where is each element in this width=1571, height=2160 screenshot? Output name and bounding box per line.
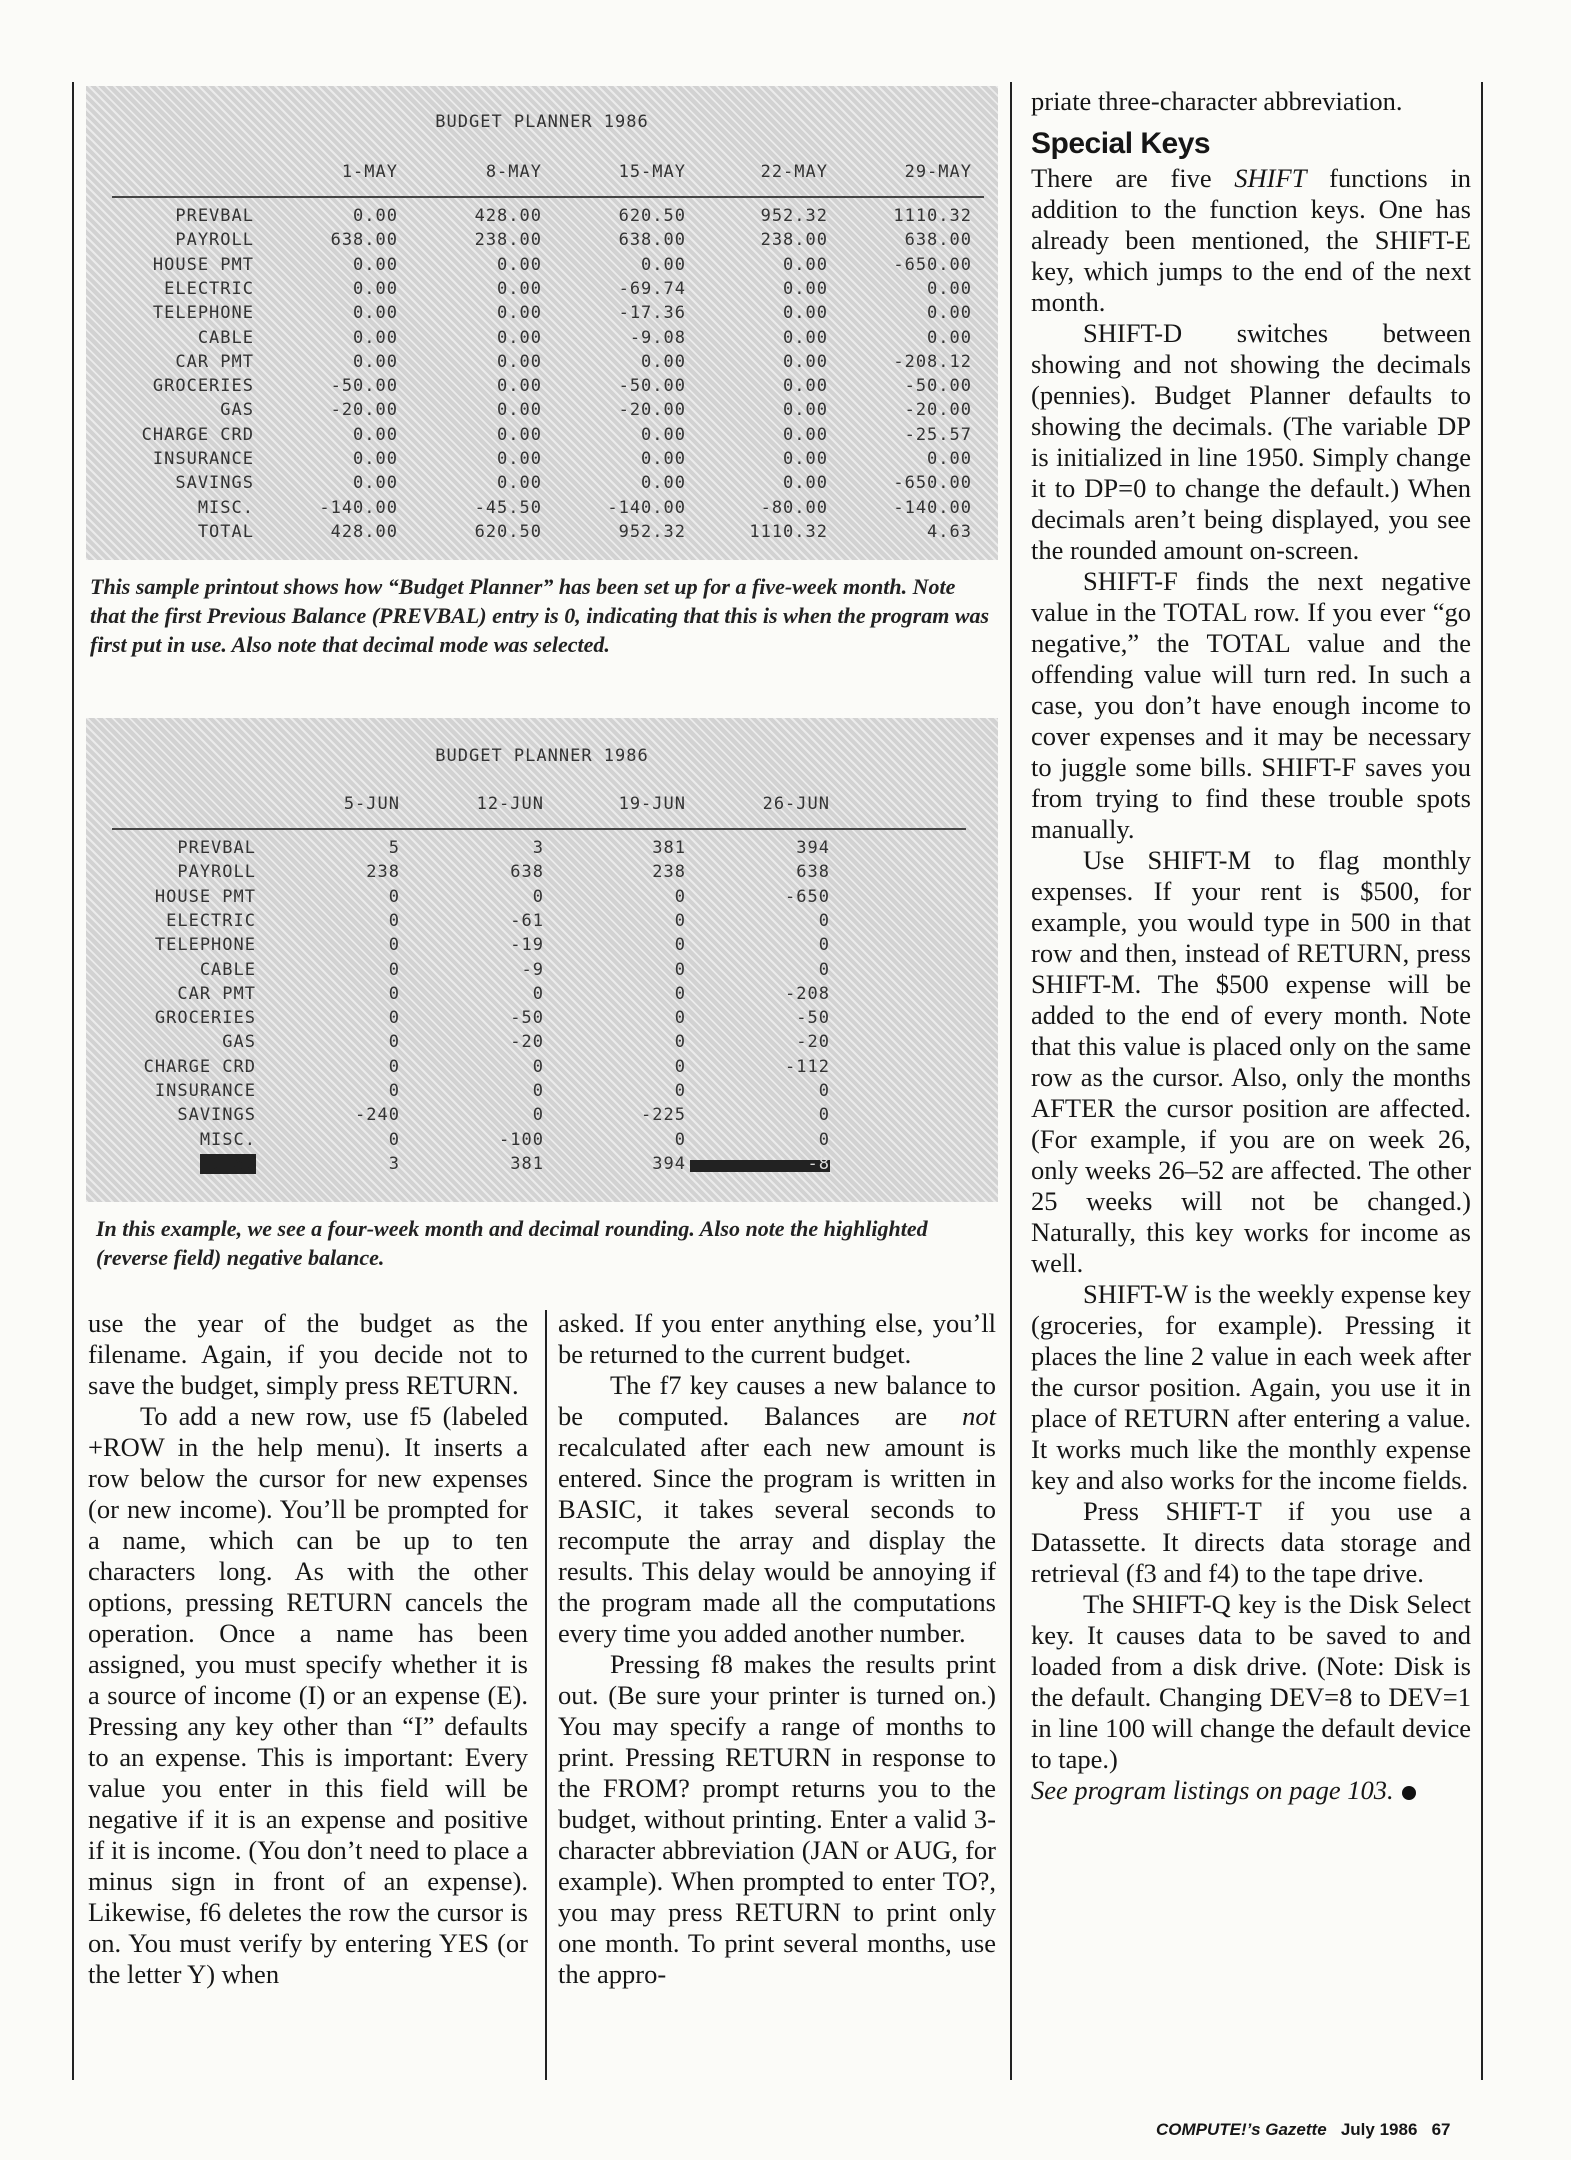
paragraph: use the year of the budget as the filename. Again, if you decide not to save the budget, simply press RETURN. xyxy=(88,1308,528,1400)
printout-row xyxy=(86,400,998,424)
value-cell: 952.32 xyxy=(760,206,828,226)
value-cell: 0.00 xyxy=(497,327,542,348)
printout-row xyxy=(86,887,998,911)
value-cell: -650.00 xyxy=(893,254,972,275)
value-cell: 0.00 xyxy=(783,449,828,469)
printout-row xyxy=(86,230,998,254)
value-cell: 381 xyxy=(652,838,686,858)
value-cell: 0.00 xyxy=(783,400,828,421)
column-right xyxy=(1031,86,1471,1806)
printout-row xyxy=(86,1008,998,1032)
footer-issue: July 1986 xyxy=(1340,2120,1418,2139)
value-cell: -20.00 xyxy=(904,400,972,421)
value-cell: 0 xyxy=(674,1032,686,1053)
week-header: 12-JUN xyxy=(476,794,544,814)
paragraph xyxy=(1031,163,1471,318)
see-listing-text: See program listings on page 103. xyxy=(1031,1775,1394,1805)
row-label: GROCERIES xyxy=(154,1008,256,1029)
value-cell: 0 xyxy=(388,1008,400,1029)
paragraph: SHIFT-D switches between showing and not showing the decimals (pennies). Budget Planner defaults to showing the decimals. (The variable DP is initialized in line 1950. Simply change it to DP=0 to change the default.) When decimals aren’t being displayed, you see the rounded amount on-screen. xyxy=(1031,318,1471,565)
value-cell: 3 xyxy=(388,1153,400,1174)
value-cell: -17.36 xyxy=(618,303,686,324)
printout-row xyxy=(86,1081,998,1105)
value-cell: 0 xyxy=(532,983,544,1004)
value-cell: 0 xyxy=(818,1105,830,1126)
printout-jun xyxy=(86,718,998,1202)
value-cell: 0 xyxy=(674,886,686,907)
printout-row xyxy=(86,498,998,522)
paragraph: To add a new row, use f5 (labeled +ROW in the help menu). It inserts a row below the cursor for new expenses (or new income). You’ll be prompted for a name, which can be up to ten characters long. As with the other options, pressing RETURN cancels the operation. Once a name has been assigned, you must specify whether it is a source of income (I) or an expense (E). Pressing any key other than “I” defaults to an expense. This is important: Every value you enter in this field will be negative if it is an expense and positive if it is income. (You don’t need to place a minus sign in front of an expense). Likewise, f6 deletes the row the cursor is on. You must verify by entering YES (or the letter Y) when xyxy=(88,1401,528,1989)
value-cell: 952.32 xyxy=(618,521,686,542)
value-cell: 0 xyxy=(674,959,686,980)
printout-row xyxy=(86,303,998,327)
value-cell: 4.63 xyxy=(927,521,972,542)
row-label: CABLE xyxy=(197,327,254,348)
value-cell: -50.00 xyxy=(330,376,398,397)
value-cell: 0.00 xyxy=(497,376,542,397)
printout-row xyxy=(86,1130,998,1154)
value-cell: -9.08 xyxy=(629,327,686,348)
value-cell: 0 xyxy=(818,959,830,980)
row-label: TELEPHONE xyxy=(152,303,254,324)
value-cell: 0.00 xyxy=(497,303,542,324)
printout-jun-caption: In this example, we see a four-week month and decimal rounding. Also note the highlighted (reverse field) negative balance. xyxy=(96,1216,928,1270)
value-cell: -25.57 xyxy=(904,424,972,445)
printout-row xyxy=(86,862,998,886)
value-cell: 0.00 xyxy=(783,424,828,445)
row-label: HOUSE PMT xyxy=(152,254,254,275)
value-cell: -9 xyxy=(521,959,544,980)
value-cell: 0.00 xyxy=(783,473,828,494)
text-run: There are five xyxy=(1031,163,1235,193)
paragraph: SHIFT-F finds the next negative value in the TOTAL row. If you ever “go negative,” the TOTAL value and the offending value will turn red. In such a case, you don’t have enough income to cover expenses and it may be necessary to juggle some bills. SHIFT-F saves you from trying to find these trouble spots manually. xyxy=(1031,566,1471,844)
value-cell: 394 xyxy=(796,838,830,858)
value-cell: 0.00 xyxy=(353,278,398,299)
value-cell: 1110.32 xyxy=(893,206,972,226)
printout-row xyxy=(86,1057,998,1081)
value-cell: -240 xyxy=(355,1105,400,1126)
week-header: 26-JUN xyxy=(762,794,830,814)
week-header: 1-MAY xyxy=(341,162,398,182)
value-cell: 0 xyxy=(388,910,400,931)
value-cell: 0 xyxy=(532,886,544,907)
left-margin-rule xyxy=(72,82,74,2080)
value-cell: 0 xyxy=(674,1056,686,1077)
value-cell: -225 xyxy=(641,1105,686,1126)
program-listing-note xyxy=(1031,1775,1471,1806)
value-cell: 0.00 xyxy=(497,424,542,445)
page-footer xyxy=(1156,2120,1451,2140)
value-cell: 0.00 xyxy=(353,351,398,372)
value-cell: 0.00 xyxy=(783,351,828,372)
value-cell: 0.00 xyxy=(641,473,686,494)
column-middle xyxy=(558,1308,996,1990)
value-cell: 3 xyxy=(532,838,544,858)
value-cell: -140.00 xyxy=(319,497,398,518)
emphasis: not xyxy=(962,1401,996,1431)
value-cell: 0 xyxy=(818,1129,830,1150)
printout-row xyxy=(86,376,998,400)
value-cell: 0.00 xyxy=(783,254,828,275)
value-cell: 0.00 xyxy=(783,376,828,397)
value-cell: 5 xyxy=(388,838,400,858)
value-cell: 0.00 xyxy=(353,254,398,275)
value-cell: 0 xyxy=(674,1129,686,1150)
value-cell: 0.00 xyxy=(783,327,828,348)
row-label: ELECTRIC xyxy=(166,910,256,931)
column-rule-top-right xyxy=(1010,82,1012,2080)
value-cell: 428.00 xyxy=(330,521,398,542)
value-cell: -650.00 xyxy=(893,473,972,494)
value-cell: -208 xyxy=(785,983,830,1004)
value-cell: 0 xyxy=(388,983,400,1004)
value-cell: 0.00 xyxy=(783,278,828,299)
value-cell: -50.00 xyxy=(618,376,686,397)
printout-row xyxy=(86,206,998,230)
column-rule-right-edge xyxy=(1481,82,1483,2080)
end-bullet-icon xyxy=(1402,1786,1416,1800)
value-cell: 638.00 xyxy=(904,230,972,251)
printout-row xyxy=(86,425,998,449)
value-cell: 0.00 xyxy=(353,473,398,494)
value-cell: 0.00 xyxy=(783,303,828,324)
row-label: TOTAL xyxy=(199,1153,256,1174)
row-label: SAVINGS xyxy=(177,1105,256,1126)
value-cell: 0.00 xyxy=(353,327,398,348)
printout-row xyxy=(86,255,998,279)
value-cell: 0 xyxy=(388,1032,400,1053)
week-header: 8-MAY xyxy=(485,162,542,182)
value-cell: 0 xyxy=(532,1056,544,1077)
row-label: GROCERIES xyxy=(152,376,254,397)
value-cell: 638 xyxy=(796,862,830,883)
value-cell: 0 xyxy=(388,935,400,956)
value-cell: 0 xyxy=(674,983,686,1004)
value-cell: 0.00 xyxy=(353,424,398,445)
text-run: functions in addition to the function keys. One has already been mentioned, the SHIFT-E key, which jumps to the end of the next month. xyxy=(1031,163,1471,317)
value-cell: -140.00 xyxy=(607,497,686,518)
printout-row xyxy=(86,935,998,959)
value-cell: 620.50 xyxy=(618,206,686,226)
row-label: CHARGE CRD xyxy=(143,1056,256,1077)
printout-row xyxy=(86,1154,998,1178)
value-cell: -20 xyxy=(510,1032,544,1053)
text-run: The f7 key causes a new balance to be computed. Balances are xyxy=(558,1370,996,1431)
printout-row xyxy=(86,960,998,984)
value-cell: 0.00 xyxy=(353,449,398,469)
emphasis: SHIFT xyxy=(1234,163,1307,193)
value-cell: 394 xyxy=(652,1153,686,1174)
value-cell: -100 xyxy=(499,1129,544,1150)
value-cell: 0 xyxy=(674,910,686,931)
row-label: GAS xyxy=(220,400,254,421)
paragraph: Pressing f8 makes the results print out. (Be sure your printer is turned on.) You may specify a range of months to print. Pressing RETURN in response to the FROM? prompt returns you to the budget, without printing. Enter a valid 3-character abbreviation (JAN or AUG, for example). When prompted to enter TO?, you may press RETURN to print only one month. To print several months, use the appro- xyxy=(558,1649,996,1989)
value-cell: 0 xyxy=(532,1105,544,1126)
printout-row xyxy=(86,984,998,1008)
value-cell: 0.00 xyxy=(497,400,542,421)
value-cell: 0.00 xyxy=(641,424,686,445)
value-cell: 638.00 xyxy=(330,230,398,251)
value-cell: 0 xyxy=(388,1081,400,1101)
value-cell: -61 xyxy=(510,910,544,931)
section-heading: Special Keys xyxy=(1031,127,1211,160)
row-label: TELEPHONE xyxy=(154,935,256,956)
paragraph: Press SHIFT-T if you use a Datassette. It directs data storage and retrieval (f3 and f4) to the tape drive. xyxy=(1031,1496,1471,1588)
value-cell: -208.12 xyxy=(893,351,972,372)
value-cell: -45.50 xyxy=(474,497,542,518)
printout-title: BUDGET PLANNER 1986 xyxy=(435,746,649,766)
value-cell: 0 xyxy=(532,1081,544,1101)
printout-may-caption: This sample printout shows how “Budget Planner” has been set up for a five-week month. Note that the first Previous Balance (PREVBAL) entry is 0, indicating that this is when the program was first put in use. Also note that decimal mode was selected. xyxy=(90,574,990,657)
paragraph: SHIFT-W is the weekly expense key (groceries, for example). Pressing it places the line 2 value in each week after the cursor position. Again, you use it in place of RETURN after entering a value. It works much like the monthly expense key and also works for the income fields. xyxy=(1031,1279,1471,1495)
printout-week-headers xyxy=(86,162,998,186)
value-cell: -650 xyxy=(785,886,830,907)
value-cell: 238.00 xyxy=(474,230,542,251)
row-label: GAS xyxy=(222,1032,256,1053)
printout-row xyxy=(86,911,998,935)
paragraph: priate three-character abbreviation. xyxy=(1031,86,1403,116)
printout-row xyxy=(86,279,998,303)
week-header: 15-MAY xyxy=(618,162,686,182)
row-label: MISC. xyxy=(197,497,254,518)
value-cell: -20 xyxy=(796,1032,830,1053)
value-cell: 638 xyxy=(510,862,544,883)
value-cell: 0.00 xyxy=(353,206,398,226)
value-cell: -112 xyxy=(785,1056,830,1077)
value-cell: 0.00 xyxy=(353,303,398,324)
printout-row xyxy=(86,1032,998,1056)
value-cell: 0 xyxy=(674,1081,686,1101)
printout-week-headers xyxy=(86,794,998,818)
paragraph: The SHIFT-Q key is the Disk Select key. It causes data to be saved to and loaded from a disk drive. (Note: Disk is the default. Changing DEV=8 to DEV=1 in line 100 will change the default device to tape.) xyxy=(1031,1589,1471,1774)
value-cell: 0 xyxy=(388,886,400,907)
row-label: TOTAL xyxy=(197,521,254,542)
row-label: CABLE xyxy=(199,959,256,980)
value-cell: 0.00 xyxy=(927,278,972,299)
value-cell: -8 xyxy=(807,1153,830,1174)
row-label: PAYROLL xyxy=(177,862,256,883)
printout-row xyxy=(86,449,998,473)
row-label: CAR PMT xyxy=(175,351,254,372)
value-cell: -20.00 xyxy=(618,400,686,421)
value-cell: 0 xyxy=(388,959,400,980)
row-label: PREVBAL xyxy=(177,838,256,858)
value-cell: -140.00 xyxy=(893,497,972,518)
row-label: SAVINGS xyxy=(175,473,254,494)
footer-magazine: COMPUTE!’s Gazette xyxy=(1156,2120,1327,2139)
column-rule-mid xyxy=(545,1310,547,2080)
value-cell: 620.50 xyxy=(474,521,542,542)
value-cell: 0 xyxy=(818,935,830,956)
value-cell: -80.00 xyxy=(760,497,828,518)
value-cell: 0.00 xyxy=(497,278,542,299)
printout-separator xyxy=(112,828,966,830)
text-run: recalculated after each new amount is entered. Since the program is written in BASIC, it takes several seconds to recompute the array and display the results. This delay would be annoying if the program made all the computations every time you added another number. xyxy=(558,1432,996,1648)
row-label: INSURANCE xyxy=(154,1081,256,1101)
value-cell: 1110.32 xyxy=(749,521,828,542)
value-cell: -50 xyxy=(510,1008,544,1029)
value-cell: -69.74 xyxy=(618,278,686,299)
row-label: MISC. xyxy=(199,1129,256,1150)
value-cell: 0.00 xyxy=(497,351,542,372)
week-header: 19-JUN xyxy=(618,794,686,814)
paragraph: asked. If you enter anything else, you’ll be returned to the current budget. xyxy=(558,1308,996,1369)
value-cell: 0 xyxy=(388,1129,400,1150)
paragraph: Use SHIFT-M to flag monthly expenses. If your rent is $500, for example, you would type in 500 in that row and then, instead of RETURN, press SHIFT-M. The $500 expense will be added to the end of every month. Note that this value is placed only on the same row as the cursor. Also, only the months AFTER the cursor position are affected. (For example, if you are on week 26, only weeks 26–52 are affected. The other 25 weeks will not be changed.) Naturally, this key works for income as well. xyxy=(1031,845,1471,1278)
value-cell: 0.00 xyxy=(641,351,686,372)
value-cell: -50 xyxy=(796,1008,830,1029)
printout-row xyxy=(86,838,998,862)
row-label: PREVBAL xyxy=(175,206,254,226)
value-cell: 0.00 xyxy=(641,449,686,469)
row-label: ELECTRIC xyxy=(164,278,254,299)
column-left xyxy=(88,1308,528,1990)
value-cell: 0 xyxy=(674,935,686,956)
printout-separator xyxy=(112,196,984,198)
value-cell: 0.00 xyxy=(497,254,542,275)
week-header: 5-JUN xyxy=(343,794,400,814)
printout-row xyxy=(86,473,998,497)
printout-row xyxy=(86,1105,998,1129)
row-label: CHARGE CRD xyxy=(141,424,254,445)
value-cell: -19 xyxy=(510,935,544,956)
value-cell: 238.00 xyxy=(760,230,828,251)
value-cell: 0.00 xyxy=(641,254,686,275)
printout-row xyxy=(86,352,998,376)
value-cell: 638.00 xyxy=(618,230,686,251)
value-cell: 0 xyxy=(674,1008,686,1029)
value-cell: 0.00 xyxy=(927,303,972,324)
paragraph xyxy=(558,1370,996,1649)
value-cell: 381 xyxy=(510,1153,544,1174)
row-label: CAR PMT xyxy=(177,983,256,1004)
printout-row xyxy=(86,522,998,546)
footer-page-number: 67 xyxy=(1431,2120,1451,2139)
week-header: 29-MAY xyxy=(904,162,972,182)
value-cell: 238 xyxy=(652,862,686,883)
printout-title: BUDGET PLANNER 1986 xyxy=(435,112,649,132)
value-cell: 0.00 xyxy=(497,449,542,469)
printout-row xyxy=(86,328,998,352)
value-cell: 238 xyxy=(366,862,400,883)
printout-may xyxy=(86,86,998,560)
value-cell: 0 xyxy=(388,1056,400,1077)
value-cell: -50.00 xyxy=(904,376,972,397)
value-cell: 0.00 xyxy=(497,473,542,494)
row-label: HOUSE PMT xyxy=(154,886,256,907)
value-cell: 428.00 xyxy=(474,206,542,226)
value-cell: -20.00 xyxy=(330,400,398,421)
value-cell: 0 xyxy=(818,910,830,931)
value-cell: 0.00 xyxy=(927,449,972,469)
value-cell: 0 xyxy=(818,1081,830,1101)
value-cell: 0.00 xyxy=(927,327,972,348)
week-header: 22-MAY xyxy=(760,162,828,182)
row-label: INSURANCE xyxy=(152,449,254,469)
row-label: PAYROLL xyxy=(175,230,254,251)
